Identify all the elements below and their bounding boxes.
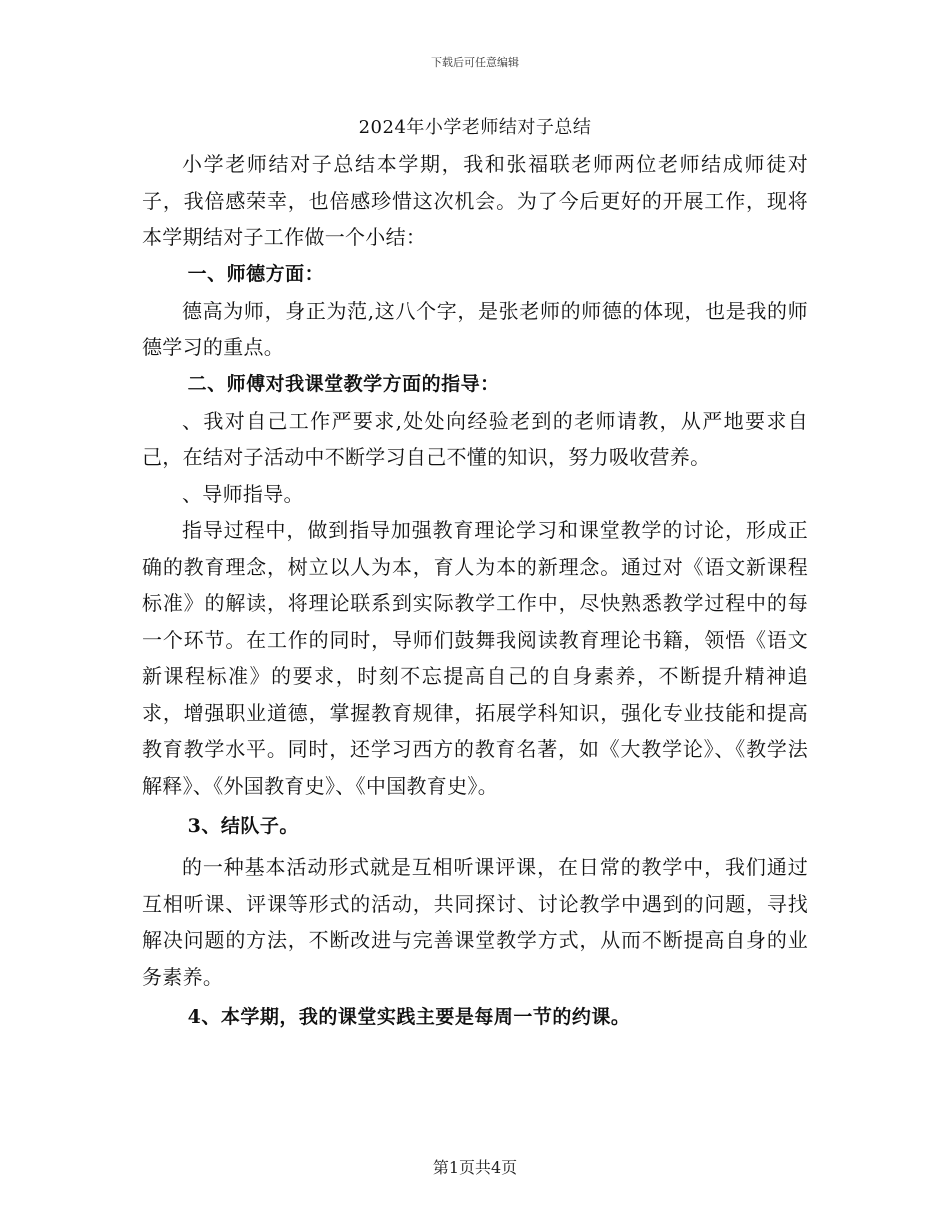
header-note: 下载后可任意编辑: [431, 56, 519, 69]
page-number: 第1页共4页: [432, 1158, 518, 1177]
ethics-paragraph: 德高为师，身正为范,这八个字，是张老师的师德的体现，也是我的师德学习的重点。: [142, 298, 808, 359]
section-heading-ethics: 一、师德方面：: [187, 262, 325, 285]
document-body: [142, 114, 808, 1036]
document-title: 2024年小学老师结对子总结: [358, 117, 592, 138]
pairing-paragraph: 的一种基本活动形式就是互相听课评课，在日常的教学中，我们通过互相听课、评课等形式的活动，共同探讨、讨论教学中遇到的问题，寻找解决问题的方法，不断改进与完善课堂教学方式，从而不断提高自身的业务素养。: [142, 855, 808, 989]
intro-paragraph: 小学老师结对子总结本学期，我和张福联老师两位老师结成师徒对子，我倍感荣幸，也倍感珍惜这次机会。为了今后更好的开展工作，现将本学期结对子工作做一个小结：: [142, 152, 808, 249]
section-heading-pairing: 3、结队子。: [187, 815, 299, 837]
self-requirement-paragraph: 、我对自己工作严要求,处处向经验老到的老师请教，从严地要求自己，在结对子活动中不断学习自己不懂的知识，努力吸收营养。: [142, 408, 808, 469]
section-heading-practice: 4、本学期，我的课堂实践主要是每周一节的约课。: [187, 1006, 631, 1028]
mentor-guidance-label: 、导师指导。: [182, 481, 304, 506]
guidance-process-paragraph: 指导过程中，做到指导加强教育理论学习和课堂教学的讨论，形成正确的教育理念，树立以人为本，育人为本的新理念。通过对《语文新课程标准》的解读，将理论联系到实际教学工作中，尽快熟悉教学过程中的每一个环节。在工作的同时，导师们鼓舞我阅读教育理论书籍，领悟《语文新课程标准》的要求，时刻不忘提高自己的自身素养，不断提升精神追求，增强职业道德，掌握教育规律，拓展学科知识，强化专业技能和提高教育教学水平。同时，还学习西方的教育名著，如《大教学论》、《教学法解释》、《外国教育史》、《中国教育史》。: [142, 518, 808, 798]
section-heading-guidance: 二、师傅对我课堂教学方面的指导：: [187, 372, 500, 395]
